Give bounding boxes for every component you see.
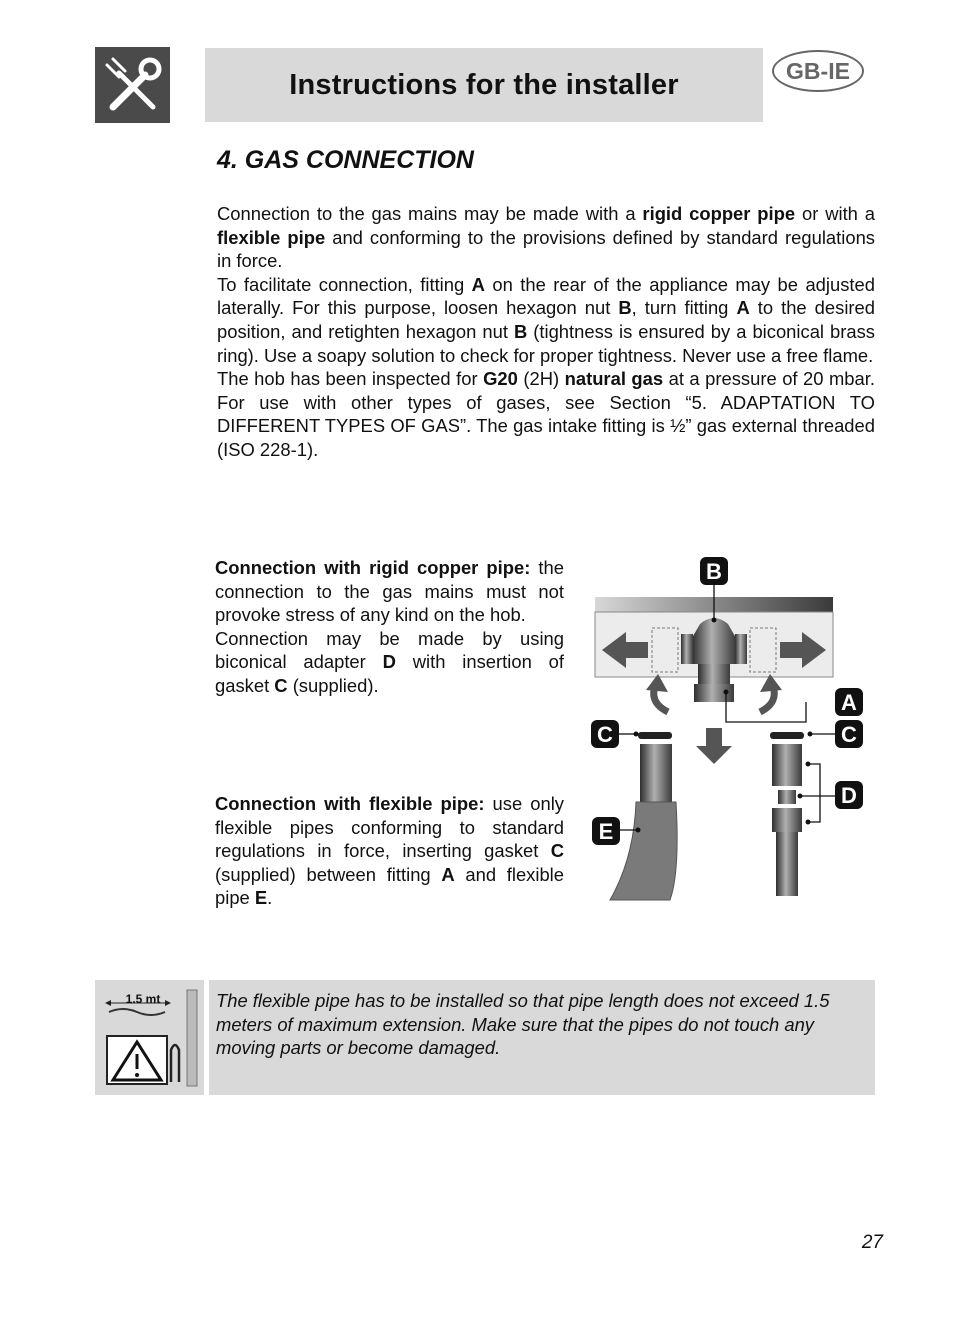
- leader-d-dot-3: [806, 820, 811, 825]
- tools-icon: [95, 47, 170, 123]
- text: with insertion of gasket: [215, 651, 564, 696]
- dimension-arrow-right: [165, 1000, 171, 1006]
- text: To facilitate connection, fitting: [217, 273, 472, 295]
- label-a: A: [841, 690, 857, 715]
- intro-paragraph-3: [217, 367, 875, 461]
- term: D: [382, 651, 396, 673]
- leader-d-bracket: [808, 764, 820, 822]
- language-badge: GB-IE: [772, 50, 864, 92]
- wall: [187, 990, 197, 1086]
- term: A: [471, 273, 485, 295]
- intro-paragraph-1: [217, 202, 875, 273]
- rigid-copper-pipe: [776, 832, 798, 896]
- rigid-paragraph-1: [215, 556, 564, 627]
- flexible-heading: Connection with flexible pipe:: [215, 793, 485, 814]
- text: the connection to the gas mains must not provoke stress of any kind on the hob.: [215, 557, 564, 626]
- text: (supplied) between fitting: [215, 863, 442, 885]
- gas-connection-diagram: [590, 552, 880, 912]
- hexagon-nut-b-left: [681, 634, 693, 664]
- adapter-d-lower: [772, 808, 802, 832]
- term: B: [618, 297, 632, 319]
- text: Connection may be made by using biconical adapter: [215, 627, 564, 673]
- term: A: [736, 297, 750, 319]
- leader-d-dot-2: [798, 794, 803, 799]
- leader-d-dot-1: [806, 762, 811, 767]
- gasket-c-right: [770, 732, 804, 739]
- hexagon-nut-b-right: [735, 634, 747, 664]
- section-title: 4. GAS CONNECTION: [217, 146, 474, 174]
- text: .: [267, 887, 273, 909]
- leader-a-dot: [724, 690, 729, 695]
- intro-text: [217, 202, 875, 462]
- header-bar: [205, 48, 763, 122]
- flexible-pipe-section: [215, 792, 564, 910]
- pipe-length-label: 1.5 mt: [125, 992, 161, 1006]
- label-c-left: C: [597, 722, 613, 747]
- rigid-pipe-section: [215, 556, 564, 698]
- label-b: B: [706, 559, 722, 584]
- term: B: [513, 320, 528, 342]
- leader-b-dot: [712, 618, 717, 623]
- text: The hob has been inspected for: [217, 368, 484, 390]
- flexible-pipe-sketch: [109, 1009, 165, 1015]
- text: use only flexible pipes conforming to standard regulations in force, inserting gasket: [215, 793, 564, 862]
- leader-e-dot: [636, 828, 641, 833]
- flexible-paragraph: [215, 792, 564, 910]
- text: , turn fitting: [631, 297, 737, 319]
- text: at a pressure of 20 mbar. For use with other types of gases, see Section “5. ADAPTATION TO DIFFERENT TYPES OF GAS”. The gas intake fitting is ½” gas external threaded (ISO 228-1).: [217, 368, 875, 460]
- term: rigid copper pipe: [642, 203, 796, 224]
- term: C: [274, 674, 288, 696]
- intro-paragraph-2: [217, 273, 875, 367]
- rigid-paragraph-2: [215, 627, 564, 698]
- term: A: [441, 863, 455, 885]
- flexible-pipe-nut: [640, 744, 672, 804]
- text: (tightness is ensured by a biconical brass ring). Use a soapy solution to check for proper tightness. Never use a free flame.: [217, 320, 875, 366]
- label-c-right: C: [841, 722, 857, 747]
- text: or with a: [795, 203, 875, 224]
- text: Connection to the gas mains may be made with a: [217, 203, 643, 224]
- text: and flexible pipe: [215, 863, 564, 909]
- page-number: 27: [861, 1232, 883, 1253]
- dimension-arrow-left: [105, 1000, 111, 1006]
- flexible-pipe-e: [610, 802, 677, 900]
- term: natural gas: [564, 368, 664, 390]
- page-header-title: Instructions for the installer: [289, 68, 679, 101]
- arrow-down-icon: [696, 728, 732, 764]
- adapter-d-upper: [772, 744, 802, 786]
- gasket-c-left: [638, 732, 672, 739]
- term: E: [254, 887, 268, 909]
- pipe-coil-sketch: [171, 1045, 179, 1082]
- text: to the desired position, and retighten hexagon nut: [217, 297, 875, 342]
- adapter-d-ring: [778, 790, 796, 804]
- leader-c-left-dot: [634, 732, 639, 737]
- label-d: D: [841, 783, 857, 808]
- term: G20: [483, 368, 518, 390]
- text: and conforming to the provisions defined by standard regulations in force.: [217, 226, 875, 272]
- term: flexible pipe: [217, 226, 326, 248]
- term: C: [550, 840, 564, 862]
- pipe-length-warning-icon-box: [95, 980, 204, 1095]
- rigid-heading: Connection with rigid copper pipe:: [215, 557, 531, 578]
- leader-c-right-dot: [808, 732, 813, 737]
- fitting-neck: [698, 664, 730, 684]
- warning-note: The flexible pipe has to be installed so that pipe length does not exceed 1.5 meters of maximum extension. Make sure that the pipes do not touch any moving parts or become damaged.: [209, 980, 875, 1095]
- text: (2H): [517, 368, 565, 390]
- text: on the rear of the appliance may be adjusted laterally. For this purpose, loosen hexagon nut: [217, 273, 875, 319]
- text: (supplied).: [287, 674, 379, 696]
- label-e: E: [598, 819, 614, 844]
